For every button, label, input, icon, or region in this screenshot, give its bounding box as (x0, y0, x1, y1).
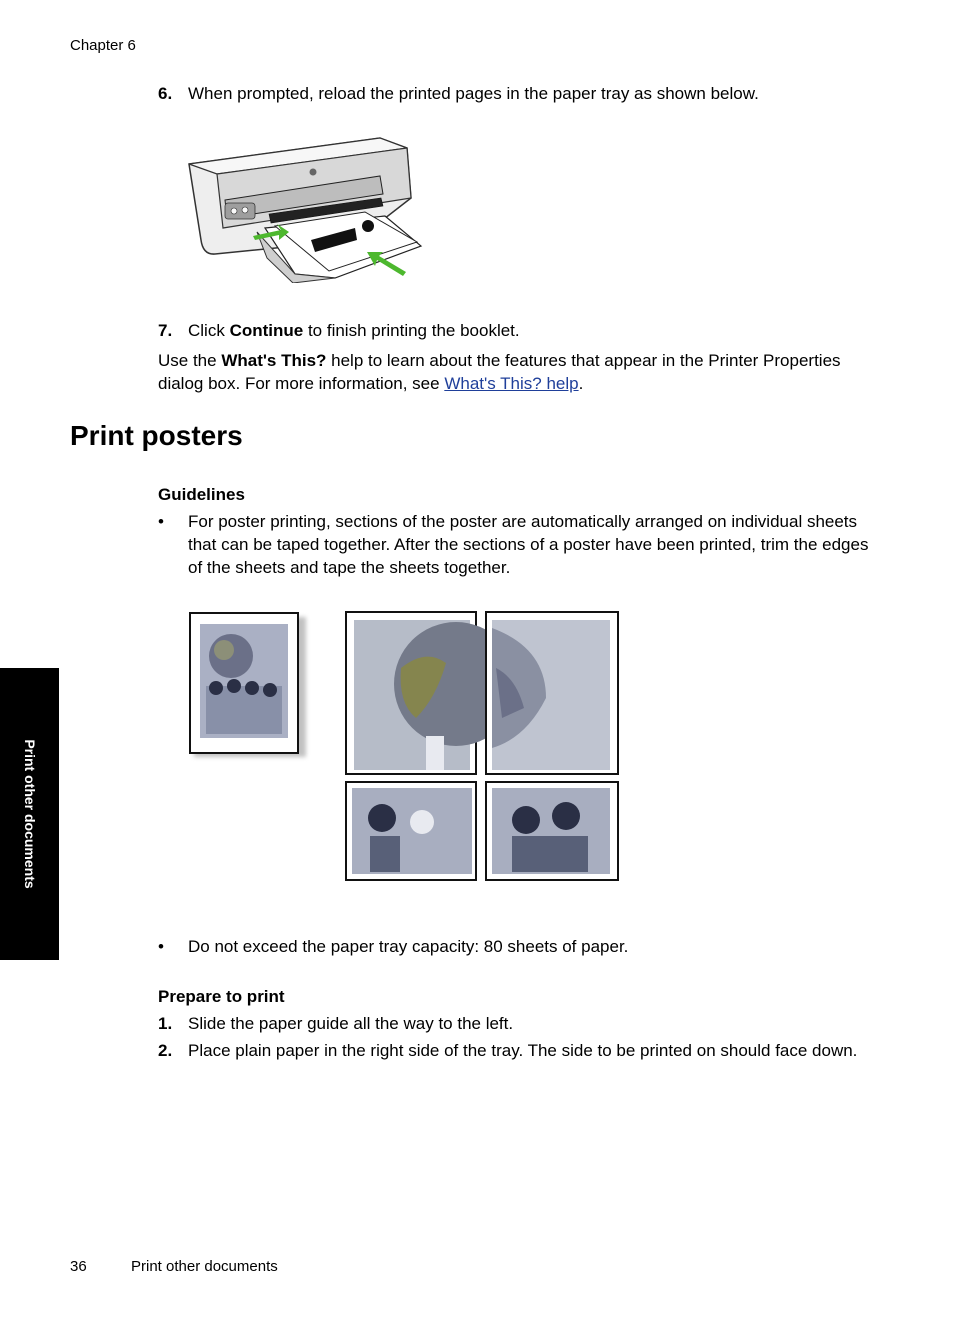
continue-bold-label: Continue (229, 321, 304, 340)
whats-this-help-link[interactable]: What's This? help (444, 374, 579, 393)
prepare-step-1 (158, 1012, 878, 1035)
help-text-post: . (578, 374, 584, 393)
chapter-header: Chapter 6 (70, 37, 136, 54)
printer-reload-illustration (185, 128, 425, 283)
poster-tiles-illustration (186, 608, 626, 888)
side-tab-label: Print other documents (22, 739, 38, 889)
step-text: Slide the paper guide all the way to the left. (188, 1014, 514, 1033)
step-number: 1. (158, 1014, 173, 1033)
prepare-step-2 (158, 1039, 878, 1062)
prepare-heading: Prepare to print (158, 987, 285, 1006)
guideline-text: Do not exceed the paper tray capacity: 80 sheets of paper. (188, 937, 629, 956)
step-text (188, 319, 878, 342)
guideline-text: For poster printing, sections of the poster are automatically arranged on individual sheets that can be taped together. After the sections of a poster have been printed, trim the edges of the sheets and tape the sheets together. (188, 512, 869, 577)
whats-this-bold: What's This? (221, 351, 327, 370)
step-text-post: to finish printing the booklet. (303, 321, 520, 340)
guideline-item (158, 510, 878, 579)
step-number: 6. (158, 84, 173, 103)
guideline-item (158, 935, 878, 958)
step-text-pre: Click (188, 321, 230, 340)
help-text-pre: Use the (158, 351, 222, 370)
footer-title: Print other documents (131, 1258, 278, 1275)
guidelines-heading: Guidelines (158, 485, 245, 504)
help-paragraph (158, 349, 858, 395)
step-number: 7. (158, 321, 173, 340)
step-text: When prompted, reload the printed pages in the paper tray as shown below. (188, 84, 759, 103)
step-7 (158, 319, 878, 342)
page-number: 36 (70, 1258, 87, 1275)
section-title: Print posters (70, 420, 243, 451)
step-text: Place plain paper in the right side of the tray. The side to be printed on should face down. (188, 1041, 858, 1060)
bullet-marker: • (158, 937, 164, 956)
step-6 (158, 82, 878, 105)
step-number: 2. (158, 1041, 173, 1060)
side-chapter-tab (0, 668, 59, 960)
help-text-mid: help to learn about the features that appear in the Printer Properties dialog box. For more information, see (158, 351, 841, 393)
bullet-marker: • (158, 512, 164, 531)
